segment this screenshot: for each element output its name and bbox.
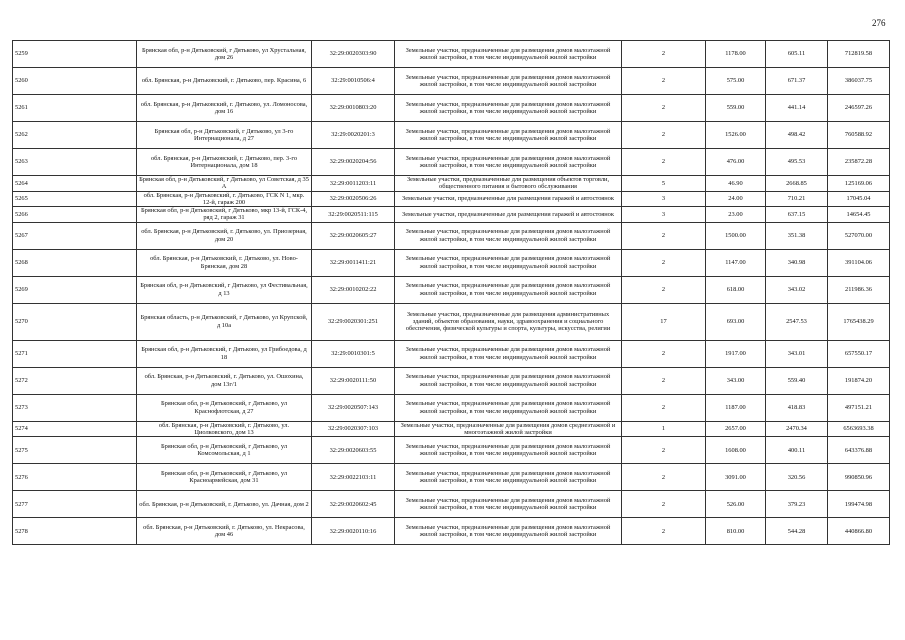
use-group-cell: 2 [622, 149, 706, 176]
use-group-cell: 2 [622, 464, 706, 491]
page-number: 276 [872, 18, 886, 28]
row-number: 5266 [13, 207, 137, 223]
row-number: 5271 [13, 340, 137, 367]
address-cell: Брянская обл, р-н Дятьковский, г Дятьково, ул Хрустальная, дом 26 [137, 41, 312, 68]
land-use-cell: Земельные участки, предназначенные для размещения домов малоэтажной жилой застройки, в том числе индивидуальной жилой застройки [395, 518, 622, 545]
table-row [13, 191, 890, 207]
land-plot-registry-table [12, 40, 890, 545]
area-cell: 810.00 [706, 518, 766, 545]
land-use-cell: Земельные участки, предназначенные для размещения домов малоэтажной жилой застройки, в том числе индивидуальной жилой застройки [395, 394, 622, 421]
cadastral-number-cell: 32:29:0020506:26 [312, 191, 395, 207]
cadastral-number-cell: 32:29:0020603:55 [312, 437, 395, 464]
address-cell: Брянская обл, р-н Дятьковский, г Дятьково, ул 3-го Интернационала, д 27 [137, 122, 312, 149]
table-row [13, 394, 890, 421]
table-row [13, 421, 890, 437]
table-row [13, 95, 890, 122]
address-cell: обл. Брянская, р-н Дятьковский, г. Дятьково, ул. Приозерная, дом 20 [137, 222, 312, 249]
area-cell: 1608.00 [706, 437, 766, 464]
table-row [13, 518, 890, 545]
address-cell: обл. Брянская, р-н Дятьковский, г. Дятьково, ул. Ново-Брянская, дом 28 [137, 249, 312, 276]
cadastral-value-cell: 990850.96 [828, 464, 890, 491]
cadastral-number-cell: 32:29:0020110:16 [312, 518, 395, 545]
area-cell: 1526.00 [706, 122, 766, 149]
land-use-cell: Земельные участки, предназначенные для размещения домов малоэтажной жилой застройки, в том числе индивидуальной жилой застройки [395, 464, 622, 491]
specific-value-cell: 559.40 [766, 367, 828, 394]
cadastral-value-cell: 1765438.29 [828, 303, 890, 340]
address-cell: обл. Брянская, р-н Дятьковский, г. Дятьково, пер. Красина, 6 [137, 68, 312, 95]
land-use-cell: Земельные участки, предназначенные для размещения домов малоэтажной жилой застройки, в том числе индивидуальной жилой застройки [395, 222, 622, 249]
area-cell: 343.00 [706, 367, 766, 394]
cadastral-value-cell: 497151.21 [828, 394, 890, 421]
specific-value-cell: 400.11 [766, 437, 828, 464]
cadastral-value-cell: 440866.80 [828, 518, 890, 545]
land-use-cell: Земельные участки, предназначенные для размещения домов малоэтажной жилой застройки, в том числе индивидуальной жилой застройки [395, 41, 622, 68]
cadastral-value-cell: 760588.92 [828, 122, 890, 149]
specific-value-cell: 320.56 [766, 464, 828, 491]
address-cell: Брянская область, р-н Дятьковский, г Дятьково, ул Крупской, д 10а [137, 303, 312, 340]
address-cell: Брянская обл, р-н Дятьковский, г Дятьково, ул Красноармейская, дом 31 [137, 464, 312, 491]
use-group-cell: 2 [622, 437, 706, 464]
land-use-cell: Земельные участки, предназначенные для размещения домов малоэтажной жилой застройки, в том числе индивидуальной жилой застройки [395, 491, 622, 518]
cadastral-value-cell: 391104.06 [828, 249, 890, 276]
area-cell: 46.90 [706, 176, 766, 192]
cadastral-value-cell: 246597.26 [828, 95, 890, 122]
area-cell: 575.00 [706, 68, 766, 95]
cadastral-number-cell: 32:29:0020204:56 [312, 149, 395, 176]
cadastral-value-cell: 712819.58 [828, 41, 890, 68]
land-use-cell: Земельные участки, предназначенные для размещения объектов торговли, общественного питания и бытового обслуживания [395, 176, 622, 192]
row-number: 5261 [13, 95, 137, 122]
area-cell: 24.00 [706, 191, 766, 207]
table-row [13, 68, 890, 95]
specific-value-cell: 2547.53 [766, 303, 828, 340]
cadastral-value-cell: 14654.45 [828, 207, 890, 223]
address-cell: обл. Брянская, р-н Дятьковский, г. Дятьково, ул. Циолковского, дом 13 [137, 421, 312, 437]
specific-value-cell: 418.83 [766, 394, 828, 421]
specific-value-cell: 544.28 [766, 518, 828, 545]
land-use-cell: Земельные участки, предназначенные для размещения домов малоэтажной жилой застройки, в том числе индивидуальной жилой застройки [395, 122, 622, 149]
cadastral-number-cell: 32:29:0020511:115 [312, 207, 395, 223]
cadastral-number-cell: 32:29:0020301:251 [312, 303, 395, 340]
land-use-cell: Земельные участки, предназначенные для размещения домов среднеэтажной и многоэтажной жилой застройки [395, 421, 622, 437]
area-cell: 618.00 [706, 276, 766, 303]
use-group-cell: 2 [622, 394, 706, 421]
cadastral-value-cell: 386037.75 [828, 68, 890, 95]
use-group-cell: 3 [622, 191, 706, 207]
table-row [13, 41, 890, 68]
specific-value-cell: 343.01 [766, 340, 828, 367]
use-group-cell: 2 [622, 41, 706, 68]
cadastral-number-cell: 32:29:0020602:45 [312, 491, 395, 518]
specific-value-cell: 605.11 [766, 41, 828, 68]
specific-value-cell: 495.53 [766, 149, 828, 176]
cadastral-value-cell: 191874.20 [828, 367, 890, 394]
use-group-cell: 2 [622, 276, 706, 303]
land-use-cell: Земельные участки, предназначенные для размещения домов малоэтажной жилой застройки, в том числе индивидуальной жилой застройки [395, 149, 622, 176]
area-cell: 1147.00 [706, 249, 766, 276]
row-number: 5277 [13, 491, 137, 518]
specific-value-cell: 498.42 [766, 122, 828, 149]
address-cell: Брянская обл, р-н Дятьковский, г Дятьково, мкр 13-й, ГСК-4, ряд 2, гараж 31 [137, 207, 312, 223]
cadastral-value-cell: 643376.88 [828, 437, 890, 464]
use-group-cell: 1 [622, 421, 706, 437]
cadastral-value-cell: 211986.36 [828, 276, 890, 303]
address-cell: Брянская обл, р-н Дятьковский, г Дятьково, ул Фестивальная, д 13 [137, 276, 312, 303]
specific-value-cell: 351.38 [766, 222, 828, 249]
cadastral-number-cell: 32:29:0020111:50 [312, 367, 395, 394]
use-group-cell: 2 [622, 340, 706, 367]
use-group-cell: 5 [622, 176, 706, 192]
table-row [13, 222, 890, 249]
table-body [13, 41, 890, 545]
land-use-cell: Земельные участки, предназначенные для размещения домов малоэтажной жилой застройки, в том числе индивидуальной жилой застройки [395, 68, 622, 95]
row-number: 5274 [13, 421, 137, 437]
cadastral-number-cell: 32:29:0010301:5 [312, 340, 395, 367]
row-number: 5268 [13, 249, 137, 276]
specific-value-cell: 340.98 [766, 249, 828, 276]
address-cell: Брянская обл, р-н Дятьковский, г Дятьково, ул Грибоедова, д 18 [137, 340, 312, 367]
table-row [13, 249, 890, 276]
table-row [13, 149, 890, 176]
table-row [13, 464, 890, 491]
address-cell: обл. Брянская, р-н Дятьковский, г. Дятьково, ГСК N 1, мкр. 12-й, гараж 200 [137, 191, 312, 207]
cadastral-value-cell: 6563693.38 [828, 421, 890, 437]
address-cell: Брянская обл, р-н Дятьковский, г Дятьково, ул Краснофлотская, д 27 [137, 394, 312, 421]
use-group-cell: 3 [622, 207, 706, 223]
area-cell: 526.00 [706, 491, 766, 518]
table-row [13, 303, 890, 340]
table-row [13, 367, 890, 394]
address-cell: обл. Брянская, р-н Дятьковский, г. Дятьково, ул. Некрасова, дом 46 [137, 518, 312, 545]
cadastral-value-cell: 125169.06 [828, 176, 890, 192]
cadastral-number-cell: 32:29:0010803:20 [312, 95, 395, 122]
address-cell: Брянская обл, р-н Дятьковский, г Дятьково, ул Комсомольская, д 1 [137, 437, 312, 464]
table-row [13, 437, 890, 464]
cadastral-value-cell: 657550.17 [828, 340, 890, 367]
cadastral-number-cell: 32:29:0020507:143 [312, 394, 395, 421]
area-cell: 3091.00 [706, 464, 766, 491]
cadastral-number-cell: 32:29:0020303:90 [312, 41, 395, 68]
specific-value-cell: 2470.34 [766, 421, 828, 437]
cadastral-number-cell: 32:29:0011411:21 [312, 249, 395, 276]
row-number: 5269 [13, 276, 137, 303]
row-number: 5267 [13, 222, 137, 249]
row-number: 5260 [13, 68, 137, 95]
table-row [13, 340, 890, 367]
row-number: 5272 [13, 367, 137, 394]
address-cell: обл. Брянская, р-н Дятьковский, г. Дятьково, пер. 3-го Интернационала, дом 18 [137, 149, 312, 176]
cadastral-value-cell: 17045.04 [828, 191, 890, 207]
table-row [13, 207, 890, 223]
table-row [13, 491, 890, 518]
table-row [13, 276, 890, 303]
row-number: 5264 [13, 176, 137, 192]
cadastral-number-cell: 32:29:0010202:22 [312, 276, 395, 303]
use-group-cell: 2 [622, 222, 706, 249]
use-group-cell: 2 [622, 367, 706, 394]
cadastral-number-cell: 32:29:0020201:3 [312, 122, 395, 149]
cadastral-value-cell: 199474.98 [828, 491, 890, 518]
area-cell: 693.00 [706, 303, 766, 340]
land-use-cell: Земельные участки, предназначенные для размещения домов малоэтажной жилой застройки, в том числе индивидуальной жилой застройки [395, 249, 622, 276]
specific-value-cell: 441.14 [766, 95, 828, 122]
address-cell: обл. Брянская, р-н Дятьковский, г. Дятьково, ул. Ломоносова, дом 16 [137, 95, 312, 122]
land-use-cell: Земельные участки, предназначенные для размещения административных зданий, объектов образования, науки, здравоохранения и социального обеспечения, физической культуры и спорта, культуры, искусства, религии [395, 303, 622, 340]
address-cell: обл. Брянская, р-н Дятьковский, г. Дятьково, ул. Дачная, дом 2 [137, 491, 312, 518]
specific-value-cell: 637.15 [766, 207, 828, 223]
row-number: 5276 [13, 464, 137, 491]
use-group-cell: 2 [622, 122, 706, 149]
specific-value-cell: 2668.85 [766, 176, 828, 192]
land-use-cell: Земельные участки, предназначенные для размещения домов малоэтажной жилой застройки, в том числе индивидуальной жилой застройки [395, 367, 622, 394]
land-use-cell: Земельные участки, предназначенные для размещения домов малоэтажной жилой застройки, в том числе индивидуальной жилой застройки [395, 95, 622, 122]
land-use-cell: Земельные участки, предназначенные для размещения гаражей и автостоянок [395, 207, 622, 223]
area-cell: 23.00 [706, 207, 766, 223]
area-cell: 1500.00 [706, 222, 766, 249]
cadastral-number-cell: 32:29:0011203:11 [312, 176, 395, 192]
area-cell: 1917.00 [706, 340, 766, 367]
area-cell: 1178.00 [706, 41, 766, 68]
table-row [13, 122, 890, 149]
row-number: 5273 [13, 394, 137, 421]
row-number: 5263 [13, 149, 137, 176]
use-group-cell: 2 [622, 95, 706, 122]
use-group-cell: 2 [622, 249, 706, 276]
area-cell: 476.00 [706, 149, 766, 176]
land-use-cell: Земельные участки, предназначенные для размещения домов малоэтажной жилой застройки, в том числе индивидуальной жилой застройки [395, 437, 622, 464]
row-number: 5278 [13, 518, 137, 545]
specific-value-cell: 710.21 [766, 191, 828, 207]
use-group-cell: 17 [622, 303, 706, 340]
cadastral-value-cell: 235872.28 [828, 149, 890, 176]
row-number: 5270 [13, 303, 137, 340]
land-use-cell: Земельные участки, предназначенные для размещения домов малоэтажной жилой застройки, в том числе индивидуальной жилой застройки [395, 340, 622, 367]
area-cell: 559.00 [706, 95, 766, 122]
cadastral-number-cell: 32:29:0020605:27 [312, 222, 395, 249]
row-number: 5262 [13, 122, 137, 149]
cadastral-value-cell: 527070.00 [828, 222, 890, 249]
use-group-cell: 2 [622, 518, 706, 545]
specific-value-cell: 671.37 [766, 68, 828, 95]
use-group-cell: 2 [622, 68, 706, 95]
use-group-cell: 2 [622, 491, 706, 518]
specific-value-cell: 343.02 [766, 276, 828, 303]
area-cell: 2657.00 [706, 421, 766, 437]
area-cell: 1187.00 [706, 394, 766, 421]
row-number: 5265 [13, 191, 137, 207]
table-row [13, 176, 890, 192]
address-cell: обл. Брянская, р-н Дятьковский, г. Дятьково, ул. Ошохина, дом 13г/1 [137, 367, 312, 394]
cadastral-number-cell: 32:29:0022103:11 [312, 464, 395, 491]
address-cell: Брянская обл, р-н Дятьковский, г Дятьково, ул Советская, д 35 А [137, 176, 312, 192]
specific-value-cell: 379.23 [766, 491, 828, 518]
row-number: 5259 [13, 41, 137, 68]
cadastral-number-cell: 32:29:0010506:4 [312, 68, 395, 95]
row-number: 5275 [13, 437, 137, 464]
cadastral-number-cell: 32:29:0020307:103 [312, 421, 395, 437]
land-use-cell: Земельные участки, предназначенные для размещения домов малоэтажной жилой застройки, в том числе индивидуальной жилой застройки [395, 276, 622, 303]
land-use-cell: Земельные участки, предназначенные для размещения гаражей и автостоянок [395, 191, 622, 207]
